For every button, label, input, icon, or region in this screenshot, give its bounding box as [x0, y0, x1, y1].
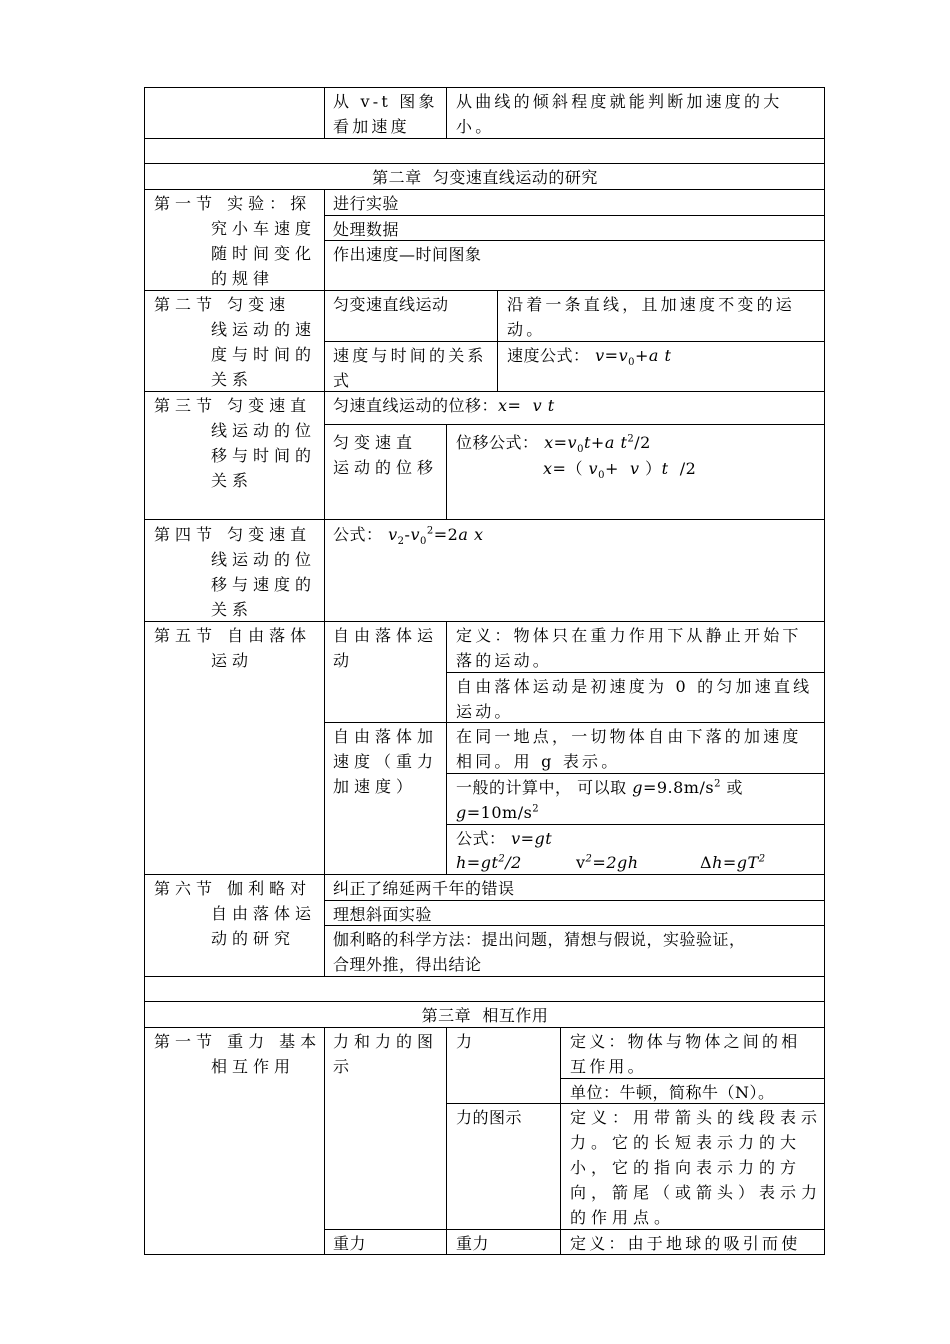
rule: [144, 87, 825, 88]
rule: [446, 87, 447, 139]
ch2-s5-formula-line1: 公式： v=gt: [456, 829, 553, 848]
ch3-s1-title: 第一节 重力 基本 相互作用: [154, 1032, 322, 1076]
ch2-s4-title: 第四节 匀变速直 线运动的位 移与速度的 关系: [154, 525, 317, 619]
ch2-s3-label: 匀变速直 运动的位移: [333, 433, 439, 477]
rule: [324, 87, 325, 139]
ch2-s2-speed-formula: 速度公式： $v=v_0+a$ t: [507, 346, 672, 369]
ch2-s6-row1: 纠正了绵延两千年的错误: [333, 879, 515, 898]
ch2-s6-title: 第六节 伽利略对 自由落体运 动的研究: [154, 879, 317, 948]
rule: [560, 1027, 561, 1255]
ch2-s4-formula: 公式： $v_2-v_0^2=2a$ x: [333, 525, 484, 548]
ch2-s5-formula-h: $h=gt^2/2$: [456, 853, 522, 872]
ch2-s2-uniform-label: 匀变速直线运动: [333, 295, 449, 314]
ch2-s5-accel-def: 在同一地点，一切物体自由下落的加速度 相同。用 g 表示。: [456, 727, 802, 771]
rule: [144, 1001, 825, 1002]
ch2-s3-title: 第三节 匀变速直 线运动的位 移与时间的 关系: [154, 396, 317, 490]
ch1-vt-text: 从曲线的倾斜程度就能判断加速度的大 小。: [456, 92, 783, 136]
chapter-3-title: 第三章 相互作用: [421, 1006, 549, 1025]
ch2-s3-uniform-displacement: 匀速直线运动的位移：x= v t: [333, 396, 555, 415]
chapter-2-title: 第二章 匀变速直线运动的研究: [372, 168, 598, 187]
ch3-force-label: 力: [456, 1032, 473, 1051]
ch3-gravity-def: 定义：由于地球的吸引而使: [570, 1234, 801, 1253]
ch2-s1-row1: 进行实验: [333, 194, 400, 213]
rule: [324, 240, 825, 241]
ch2-s3-formula2: x=（ $v_0+ v$ ）t /2: [543, 459, 697, 482]
rule: [144, 519, 825, 520]
ch2-s3-formula1: 位移公式： $x=v_0t+a$ $t^2/2$: [456, 433, 651, 456]
ch2-s5-freefall-label: 自由落体运 动: [333, 626, 439, 670]
rule: [497, 290, 498, 392]
rule: [144, 87, 145, 1255]
ch2-s5-accel-label: 自由落体加 速度（重力 加速度）: [333, 727, 439, 796]
ch2-s1-title: 第一节 实验：探 究小车速度 随时间变化 的规律: [154, 194, 317, 288]
ch2-s6-row3: 伽利略的科学方法：提出问题，猜想与假说，实验验证， 合理外推，得出结论: [333, 930, 746, 974]
rule: [324, 1027, 325, 1255]
ch3-force-unit: 单位：牛顿，简称牛（N）。: [570, 1083, 775, 1102]
ch3-force-and-diagram-label: 力和力的图 示: [333, 1032, 439, 1076]
ch2-s5-freefall-note: 自由落体运动是初速度为 0 的匀加速直线 运动。: [456, 677, 813, 721]
ch2-s5-formula-dh: $\Delta h=gT^2$: [700, 853, 766, 872]
ch2-s5-formula-v2: $v^2=2gh$: [576, 853, 639, 872]
rule: [144, 163, 825, 164]
formula-v: v: [595, 346, 605, 365]
ch2-s2-relation-label: 速度与时间的关系 式: [333, 346, 487, 390]
ch3-force-def: 定义：物体与物体之间的相 互作用。: [570, 1032, 801, 1076]
ch2-s5-freefall-def: 定义：物体只在重力作用下从静止开始下 落的运动。: [456, 626, 802, 670]
ch3-gravity-label: 重力: [333, 1234, 367, 1253]
ch2-s1-row3: 作出速度—时间图象: [333, 245, 482, 264]
ch3-gravity-sublabel: 重力: [456, 1234, 490, 1253]
rule: [324, 189, 325, 976]
rule: [324, 215, 825, 216]
ch2-s2-uniform-text: 沿着一条直线，且加速度不变的运 动。: [507, 295, 796, 339]
ch3-diagram-def: 定义：用带箭头的线段表示 力。它的长短表示力的大 小，它的指向表示力的方 向，箭尾（或箭头）表示力 的作用点。: [570, 1108, 823, 1227]
ch2-s5-accel-value: 一般的计算中， 可以取 $g=9.8m/s^2$ 或 $g=10m/s^2$: [456, 778, 744, 822]
ch2-s1-row2: 处理数据: [333, 220, 400, 239]
rule: [446, 1027, 447, 1255]
rule: [446, 424, 447, 520]
rule: [824, 87, 825, 1255]
ch2-s6-row2: 理想斜面实验: [333, 905, 433, 924]
ch1-vt-label: 从 v-t 图象 看加速度: [333, 92, 438, 136]
ch3-diagram-label: 力的图示: [456, 1108, 523, 1127]
ch2-s2-title: 第二节 匀变速 线运动的速 度与时间的 关系: [154, 295, 317, 389]
ch2-s5-title: 第五节 自由落体 运动: [154, 626, 312, 670]
rule: [324, 424, 825, 425]
rule: [446, 621, 447, 875]
